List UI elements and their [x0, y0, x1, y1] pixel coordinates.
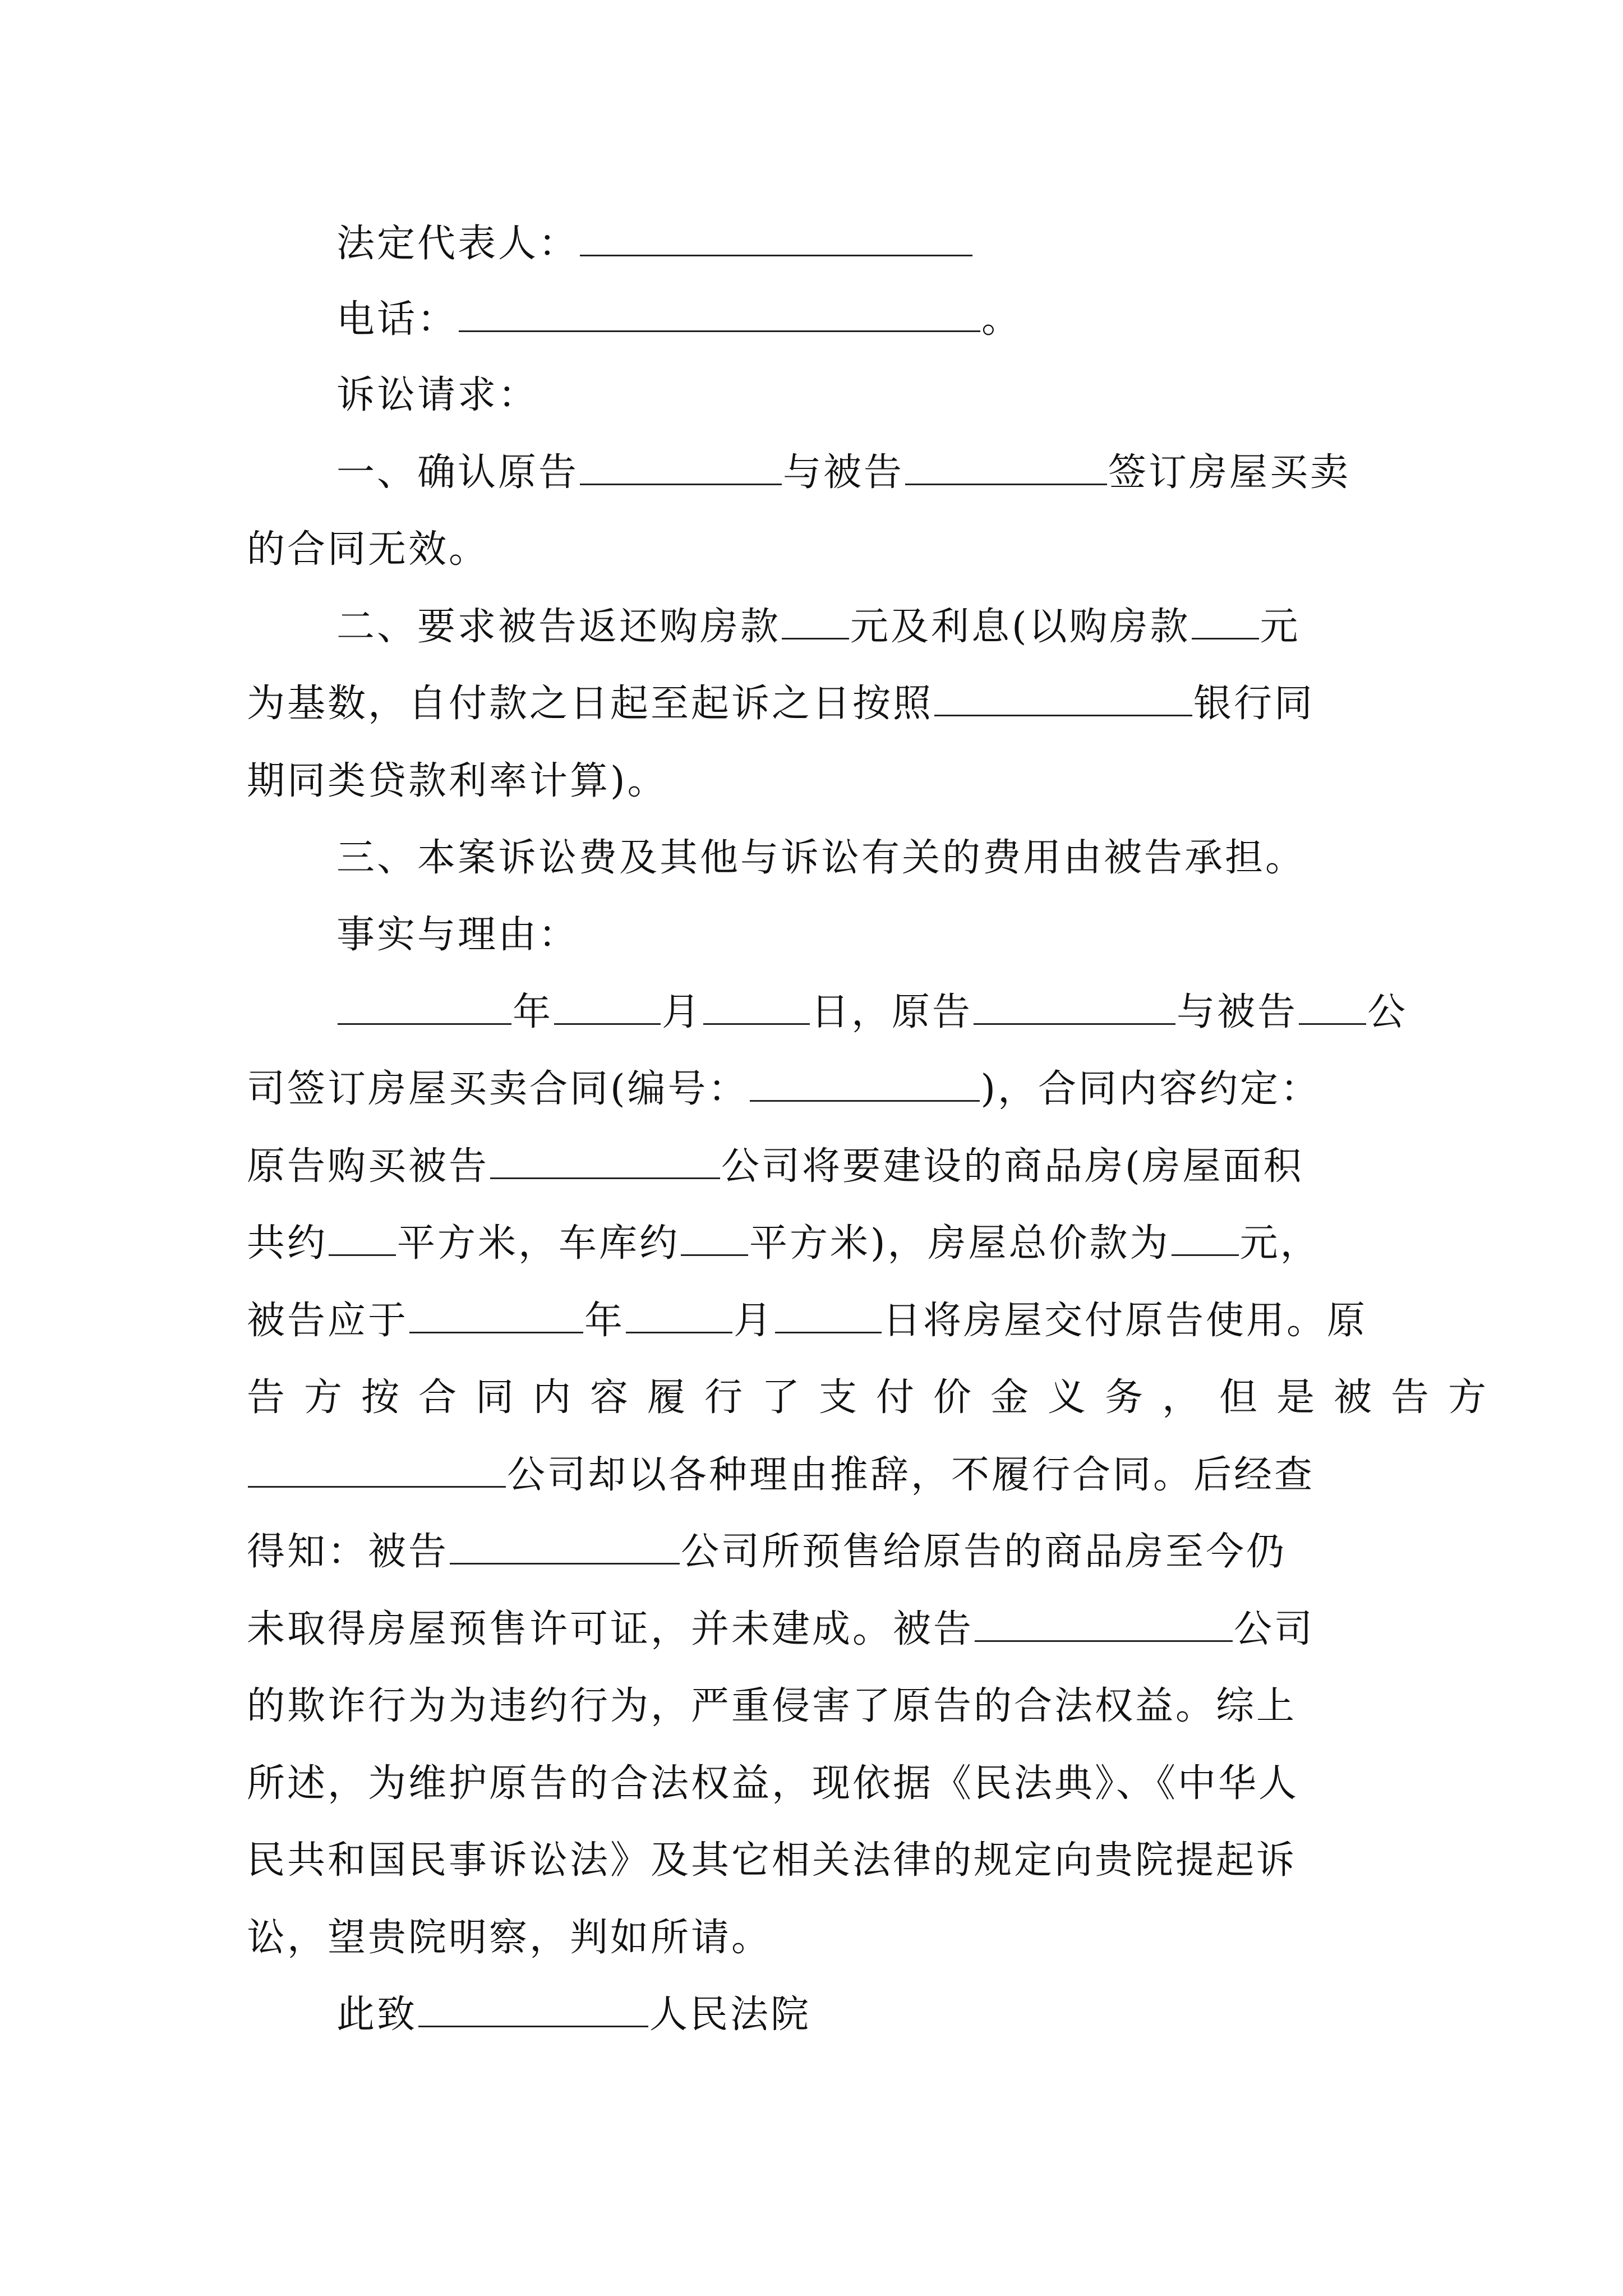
plaintiff-blank: [580, 450, 782, 485]
defendant-blank: [905, 450, 1107, 485]
facts-text-h: 共约: [247, 1221, 328, 1266]
claim-1-text-b: 与被告: [783, 450, 905, 495]
claim-2-line-3: [247, 756, 668, 807]
facts-line-7: [247, 1450, 1315, 1501]
purchase-amount-blank: [782, 604, 849, 639]
legal-representative-label: 法定代表人：: [336, 222, 579, 266]
claim-2-line-1: [336, 602, 1301, 652]
facts-text-m: 日将房屋交付原告使用。原: [883, 1299, 1368, 1343]
phone-line: [336, 295, 1022, 345]
plaintiff-name-blank: [974, 990, 1175, 1025]
closing-line: [336, 1990, 811, 2040]
facts-line-11: [247, 1759, 1299, 1809]
claim-2-text-b: 元及利息(以购房款: [850, 605, 1191, 649]
facts-line-9: [247, 1604, 1315, 1655]
claim-1-text-a: 一、确认原告: [336, 450, 579, 495]
facts-text-o: 公司却以各种理由推辞，不履行合同。后经查: [507, 1453, 1315, 1497]
claim-2-text-f: 期同类贷款利率计算)。: [247, 759, 668, 803]
interest-base-blank: [1192, 604, 1259, 639]
facts-text-f: 原告购买被告: [247, 1144, 490, 1189]
month-label: 月: [662, 990, 703, 1034]
year-blank: [338, 990, 511, 1025]
facts-line-1: [336, 987, 1408, 1038]
phone-blank: [459, 297, 980, 332]
refusing-company-blank: [248, 1452, 506, 1488]
claim-1-line-2: [247, 524, 489, 575]
closing-text-b: 人民法院: [649, 1993, 811, 2037]
claim-2-text-a: 二、要求被告返还购房款: [336, 605, 781, 649]
facts-line-8: [247, 1527, 1287, 1577]
claims-heading: [336, 370, 538, 421]
company-blank: [1299, 990, 1366, 1025]
facts-line-13: [247, 1913, 772, 1963]
claim-3-line: [336, 833, 1306, 884]
facts-text-d: 司签订房屋买卖合同(编号：: [247, 1067, 749, 1111]
facts-text-l: 被告应于: [247, 1299, 409, 1343]
day-blank: [703, 990, 810, 1025]
claims-heading-text: 诉讼请求：: [336, 373, 539, 417]
fraud-company-blank: [975, 1607, 1233, 1642]
court-name-blank: [418, 1992, 648, 2027]
facts-line-6: [247, 1373, 1505, 1423]
facts-text-v: 民共和国民事诉讼法》及其它相关法律的规定向贵院提起诉: [247, 1838, 1297, 1883]
phone-period: 。: [981, 297, 1022, 342]
facts-text-k: 元，: [1239, 1221, 1321, 1266]
facts-text-q: 公司所预售给原告的商品房至今仍: [681, 1530, 1287, 1574]
facts-text-j: 平方米)，房屋总价款为: [749, 1221, 1170, 1266]
facts-heading-text: 事实与理由：: [336, 913, 579, 957]
phone-label: 电话：: [336, 297, 458, 342]
delivery-day-blank: [775, 1298, 882, 1333]
claim-1-text-c: 签订房屋买卖: [1108, 450, 1351, 495]
facts-text-r: 未取得房屋预售许可证，并未建成。被告: [247, 1607, 974, 1651]
facts-line-3: [247, 1142, 1304, 1192]
facts-text-i: 平方米，车库约: [397, 1221, 680, 1266]
garage-area-blank: [681, 1221, 748, 1256]
facts-line-2: [247, 1064, 1321, 1115]
delivery-year-blank: [409, 1298, 583, 1333]
delivery-month-label: 月: [734, 1299, 774, 1343]
claim-2-text-e: 银行同: [1193, 682, 1315, 726]
closing-text-a: 此致: [336, 1993, 418, 2037]
delivery-month-blank: [626, 1298, 732, 1333]
claim-2-text-d: 为基数，自付款之日起至起诉之日按照: [247, 682, 934, 726]
facts-line-10: [247, 1681, 1297, 1732]
house-area-blank: [329, 1221, 396, 1256]
contract-number-blank: [750, 1066, 980, 1102]
claim-3-text: 三、本案诉讼费及其他与诉讼有关的费用由被告承担。: [336, 836, 1306, 880]
facts-line-12: [247, 1835, 1297, 1886]
facts-text-b: 与被告: [1177, 990, 1298, 1034]
claim-1-text-d: 的合同无效。: [247, 527, 490, 572]
facts-line-4: [247, 1218, 1321, 1269]
year-label: 年: [513, 990, 554, 1034]
legal-representative-blank: [580, 221, 972, 256]
facts-line-5: [247, 1296, 1367, 1346]
total-price-blank: [1172, 1221, 1239, 1256]
facts-text-p: 得知：被告: [247, 1530, 449, 1574]
claim-1-line-1: [336, 448, 1350, 498]
facts-text-t: 的欺诈行为为违约行为，严重侵害了原告的合法权益。综上: [247, 1684, 1297, 1728]
facts-text-n: 告方按合同内容履行了支付价金义务，但是被告方: [247, 1375, 1506, 1420]
facts-text-g: 公司将要建设的商品房(房屋面积: [721, 1144, 1304, 1189]
delivery-year-label: 年: [584, 1299, 625, 1343]
presale-company-blank: [450, 1529, 680, 1565]
facts-text-c: 公: [1367, 990, 1408, 1034]
claim-2-line-2: [247, 679, 1315, 729]
facts-text-e: )，合同内容约定：: [980, 1067, 1321, 1111]
facts-heading: [336, 910, 579, 960]
bank-name-blank: [934, 681, 1192, 716]
facts-text-w: 讼，望贵院明察，判如所请。: [247, 1916, 772, 1960]
month-blank: [554, 990, 661, 1025]
legal-representative-line: [336, 219, 974, 269]
defendant-company-blank: [490, 1144, 720, 1179]
facts-text-a: 日，原告: [811, 990, 973, 1034]
facts-text-u: 所述，为维护原告的合法权益，现依据《民法典》、《中华人: [247, 1761, 1299, 1806]
facts-text-s: 公司: [1234, 1607, 1315, 1651]
claim-2-text-c: 元: [1260, 605, 1301, 649]
